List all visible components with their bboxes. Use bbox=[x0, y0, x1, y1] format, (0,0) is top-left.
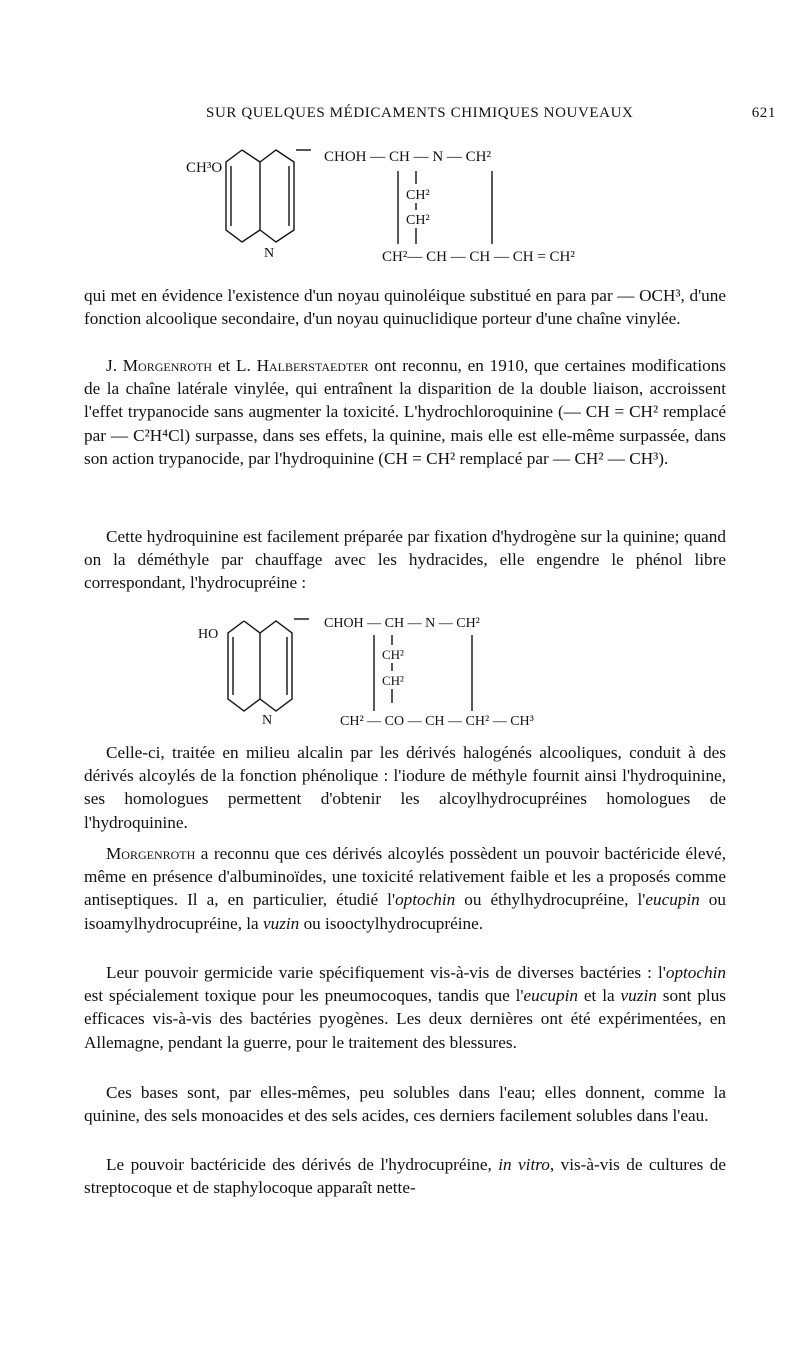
formula-quinine-svg bbox=[186, 140, 646, 265]
page-header bbox=[206, 105, 776, 129]
formula-bottom: CH²— CH — CH — CH = CH² bbox=[382, 249, 575, 265]
formula-hydrocupreine bbox=[198, 607, 658, 737]
paragraph-8 bbox=[84, 1153, 726, 1199]
paragraph-4-text: Celle-ci, traitée en milieu alcalin par les dérivés halogénés alcooliques, conduit à des dérivés alcoylés de la fonction phénolique : l'iodure de méthyle fournit ainsi l'hydroquinine, ses homologues permettent d'obtenir les alcoylhydrocupréines homologues de l'hydroquinine. bbox=[84, 743, 726, 832]
formula-quinine bbox=[186, 140, 646, 270]
paragraph-5-text-c: ou isoamylhydrocupréine, la bbox=[84, 890, 726, 933]
paragraph-6-text-c: et la bbox=[577, 986, 621, 1006]
paragraph-1-text: qui met en évidence l'existence d'un noyau quinoléique substitué en para par — OCH³, d'une fonction alcoolique secondaire, d'un noyau quinuclidique porteur d'une chaîne vinylée. bbox=[84, 286, 726, 329]
paragraph-6-text-d: sont plus efficaces vis-à-vis des bactéries pyogènes. Les deux dernières ont été expérimentées, en Allemagne, pendant la guerre, pour le traitement des blessures. bbox=[84, 986, 726, 1052]
conjunction: et bbox=[212, 356, 236, 375]
paragraph-3 bbox=[84, 525, 726, 595]
author-morgenroth: J. Morgenroth bbox=[106, 356, 213, 375]
substituent: CH³O bbox=[186, 160, 223, 176]
paragraph-1 bbox=[84, 284, 726, 330]
term-optochin: optochin bbox=[395, 890, 456, 910]
formula-hydrocupreine-svg bbox=[198, 607, 658, 732]
page-number: 621 bbox=[751, 105, 776, 121]
paragraph-2 bbox=[84, 354, 726, 470]
formula-bridge-2b: CH² bbox=[382, 673, 404, 688]
paragraph-8-text-a: Le pouvoir bactéricide des dérivés de l'hydrocupréine, bbox=[106, 1155, 499, 1174]
paragraph-7 bbox=[84, 1081, 726, 1127]
term-eucupin: eucupin bbox=[645, 890, 700, 910]
paragraph-8-text-b: , vis-à-vis de cultures de streptocoque et de staphylocoque apparaît nette- bbox=[84, 1155, 726, 1198]
paragraph-6-text-a: Leur pouvoir germicide varie spécifiquement vis-à-vis de diverses bactéries : l' bbox=[106, 963, 666, 982]
paragraph-7-text: Ces bases sont, par elles-mêmes, peu solubles dans l'eau; elles donnent, comme la quinine, des sels monoacides et des sels acides, ces derniers facilement solubles dans l'eau. bbox=[84, 1083, 726, 1126]
paragraph-5-text-d: ou isooctylhydrocupréine. bbox=[299, 913, 484, 933]
author-morgenroth-2: Morgenroth bbox=[106, 844, 196, 863]
ring-nitrogen: N bbox=[264, 246, 275, 261]
running-title: SUR QUELQUES MÉDICAMENTS CHIMIQUES NOUVEAUX bbox=[206, 105, 634, 121]
paragraph-5-text-a: a reconnu que ces dérivés alcoylés possèdent un pouvoir bactéricide élevé, même en présence d'albuminoïdes, une toxicité relativement faible et les a proposés comme antiseptiques. Il a, en particulier, étudié l' bbox=[84, 844, 726, 910]
paragraph-2-text: ont reconnu, en 1910, que certaines modifications de la chaîne latérale vinylée, qui entraînent la disparition de la double liaison, accroissent l'effet trypanocide sans augmenter la toxicité. L'hydrochloroquinine (— CH = CH² remplacé par — C²H⁴Cl) surpasse, dans ses effets, la quinine, mais elle est elle-même surpassée, dans son action trypanocide, par l'hydroquinine (CH = CH² remplacé par — CH² — CH³). bbox=[84, 356, 726, 468]
quinoline-rings-2 bbox=[228, 619, 472, 711]
paragraph-6-text-b: est spécialement toxique pour les pneumocoques, tandis que l' bbox=[84, 986, 524, 1006]
formula-bottom-2: CH² — CO — CH — CH² — CH³ bbox=[340, 714, 534, 729]
term-vuzin-2: vuzin bbox=[620, 986, 657, 1006]
term-vuzin: vuzin bbox=[262, 913, 300, 933]
ring-nitrogen-2: N bbox=[262, 713, 273, 728]
formula-chain-2: CHOH — CH — N — CH² bbox=[324, 616, 480, 631]
paragraph-5 bbox=[84, 842, 726, 935]
formula-bridge-2: CH² bbox=[406, 213, 430, 228]
paragraph-4 bbox=[84, 741, 726, 834]
paragraph-3-text: Cette hydroquinine est facilement préparée par fixation d'hydrogène sur la quinine; quand on la déméthyle par chauffage avec les hydracides, elle engendre le phénol libre correspondant, l'hydrocupréine : bbox=[84, 527, 726, 593]
term-optochin-2: optochin bbox=[665, 963, 726, 982]
substituent-2: HO bbox=[198, 627, 219, 642]
term-eucupin-2: eucupin bbox=[523, 986, 578, 1006]
paragraph-6 bbox=[84, 961, 726, 1054]
formula-bridge-2a: CH² bbox=[382, 647, 404, 662]
term-in-vitro: in vitro bbox=[498, 1155, 550, 1174]
author-halberstaedter: L. Halberstaedter bbox=[236, 356, 369, 375]
formula-bridge-1: CH² bbox=[406, 188, 430, 203]
formula-chain: CHOH — CH — N — CH² bbox=[324, 149, 492, 165]
paragraph-5-text-b: ou éthylhydrocupréine, l' bbox=[455, 890, 646, 910]
